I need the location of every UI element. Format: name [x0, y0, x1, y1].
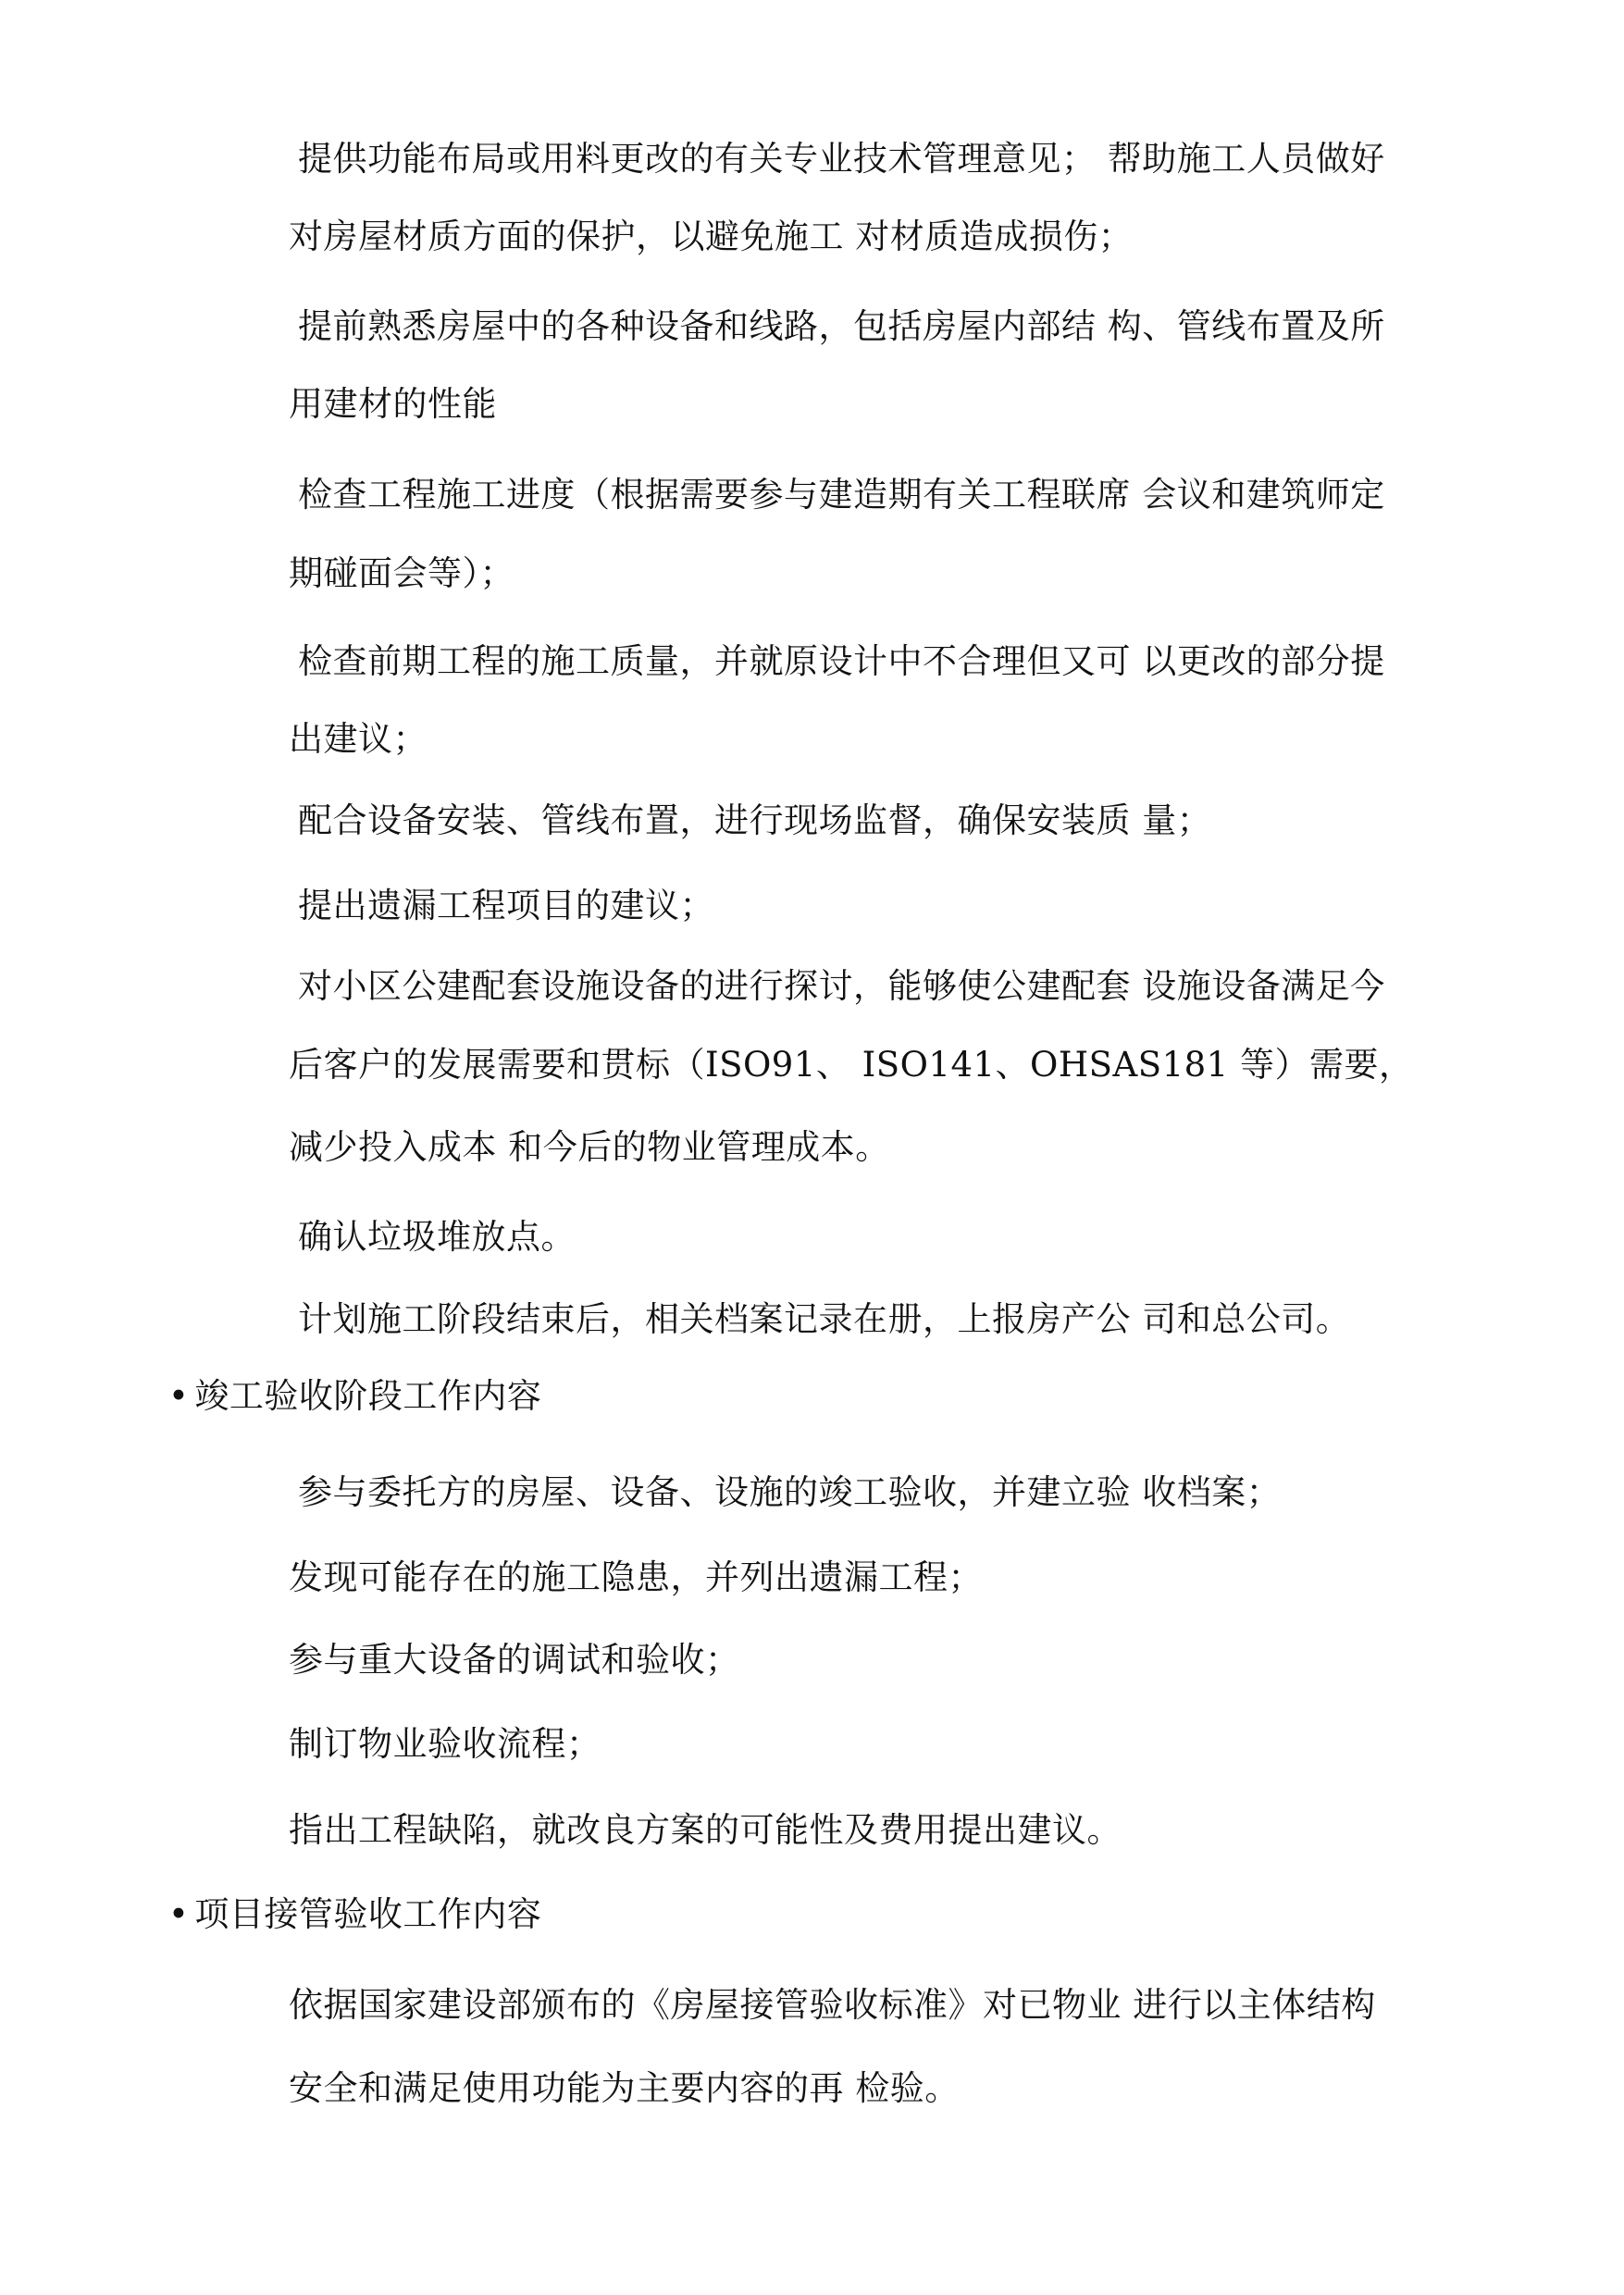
section-heading-takeover [168, 1892, 541, 1937]
completion-item-5: 指出工程缺陷，就改良方案的可能性及费用提出建议。 [289, 1810, 1122, 1850]
paragraph-7-line-1: 对小区公建配套设施设备的进行探讨，能够使公建配套 设施设备满足今 [298, 966, 1385, 1006]
paragraph-3-line-1: 检查工程施工进度（根据需要参与建造期有关工程联席 会议和建筑师定 [298, 475, 1385, 515]
completion-item-2: 发现可能存在的施工隐患，并列出遗漏工程； [289, 1557, 983, 1597]
bullet-icon: • [168, 1376, 190, 1416]
section-heading-completion-text: 竣工验收阶段工作内容 [194, 1376, 542, 1416]
paragraph-2-line-2: 用建材的性能 [289, 384, 497, 424]
paragraph-4-line-2: 出建议； [289, 719, 428, 759]
paragraph-8-line-1: 确认垃圾堆放点。 [298, 1217, 576, 1257]
paragraph-1-line-1: 提供功能布局或用料更改的有关专业技术管理意见； 帮助施工人员做好 [298, 139, 1385, 179]
section-heading-completion [168, 1374, 541, 1419]
paragraph-7-line-2: 后客户的发展需要和贯标（ISO91、 ISO141、OHSAS181 等）需要， [289, 1045, 1414, 1085]
completion-item-1: 参与委托方的房屋、设备、设施的竣工验收，并建立验 收档案； [298, 1472, 1282, 1512]
takeover-line-2: 安全和满足使用功能为主要内容的再 检验。 [289, 2068, 960, 2108]
paragraph-6-line-1: 提出遗漏工程项目的建议； [298, 886, 714, 925]
paragraph-2-line-1: 提前熟悉房屋中的各种设备和线路，包括房屋内部结 构、管线布置及所 [298, 306, 1385, 346]
section-heading-takeover-text: 项目接管验收工作内容 [194, 1894, 542, 1934]
completion-item-3: 参与重大设备的调试和验收； [289, 1640, 740, 1680]
paragraph-4-line-1: 检查前期工程的施工质量，并就原设计中不合理但又可 以更改的部分提 [298, 641, 1385, 681]
paragraph-7-line-3: 减少投入成本 和今后的物业管理成本。 [289, 1127, 890, 1167]
completion-item-4: 制订物业验收流程； [289, 1724, 601, 1764]
paragraph-3-line-2: 期碰面会等）； [289, 553, 514, 593]
takeover-line-1: 依据国家建设部颁布的《房屋接管验收标准》对已物业 进行以主体结构 [289, 1985, 1376, 2025]
bullet-icon: • [168, 1894, 190, 1934]
paragraph-5-line-1: 配合设备安装、管线布置，进行现场监督，确保安装质 量； [298, 800, 1212, 840]
paragraph-1-line-2: 对房屋材质方面的保护，以避免施工 对材质造成损伤； [289, 217, 1134, 256]
paragraph-9-line-1: 计划施工阶段结束后，相关档案记录在册，上报房产公 司和总公司。 [298, 1299, 1351, 1339]
